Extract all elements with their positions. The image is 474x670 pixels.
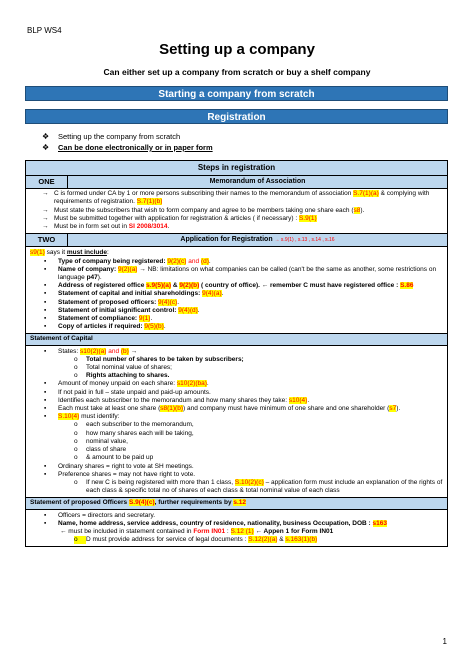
list-item: ▪ Preference shares = may not have right to vote. [44, 470, 196, 478]
list-item: → Must be submitted together with application for registration & articles ( if necessary) : S.9(1) [42, 214, 317, 222]
diamond-bullet-icon: ❖ [42, 143, 50, 152]
step-two-body [26, 247, 447, 333]
intro-bullet-1: ❖ Setting up the company from scratch [42, 132, 181, 141]
list-item: o each subscriber to the memorandum, [74, 421, 194, 429]
list-item: o class of share [74, 446, 127, 454]
intro-bullets [42, 131, 213, 153]
diamond-bullet-icon: ❖ [42, 132, 50, 141]
banner-registration: Registration [25, 109, 448, 124]
list-item: o D must provide address for service of legal documents : S.12(2)(a) & s.163(1)(b) [74, 536, 318, 544]
page-subtitle: Can either set up a company from scratch or buy a shelf company [103, 67, 371, 77]
step-two-label: TWO [26, 234, 68, 246]
list-item: o Total nominal value of shares; [74, 364, 172, 372]
officers-body [26, 510, 447, 547]
list-item: ▪ Statement of proposed officers: 9(4)(c). [44, 298, 179, 306]
step-one-items [26, 189, 447, 234]
step-two-lead: s9(1) says it must include: [30, 249, 109, 257]
step-one-title: Memorandum of Association [68, 176, 447, 188]
list-item: ▪ Amount of money unpaid on each share: s10(2)(ba). [44, 380, 209, 388]
list-item: ▪ States: s10(2)(a) and (b) → [44, 347, 138, 355]
list-item: o If new C is being registered with more than 1 class, S.10(2)(c) – application form must include an explanation of the rights of each class & specific total no of shares of each class & total nominal value of each class [74, 478, 443, 495]
list-item: ▪ Statement of initial significant control: 9(4)(d). [44, 306, 200, 314]
officers-heading: Statement of proposed Officers S.9(4)(c), further requirements by s.12 [26, 497, 447, 509]
header-course: BLP WS4 [27, 26, 62, 35]
list-item: ▪ S.10(4) must identify: [44, 413, 120, 421]
list-item: ▪ Ordinary shares = right to vote at SH meetings. [44, 462, 194, 470]
list-item: o how many shares each will be taking, [74, 429, 194, 437]
list-item: ▪ Address of registered office s.9(5)(a) & 9(2)(b) ( country of office). ← remember C must have registered office : S.86 [44, 282, 414, 290]
capital-body [26, 346, 447, 498]
step-two-title: Application for Registration → s.9(1) , s.13 , s.14 , s.16 [68, 234, 447, 246]
list-item: ← must be included in statement contained in Form IN01 : S.12 (1) ← Appen 1 for Form IN01 [60, 527, 334, 535]
list-item: o Rights attaching to shares. [74, 372, 170, 380]
list-item: ▪ Name of company: 9(2)(a) → NB: limitations on what companies can be called (can't be the same as another, some restrictions on language p47). [44, 265, 437, 282]
page-title: Setting up a company [159, 41, 315, 58]
steps-table [25, 160, 448, 547]
list-item: ▪ Copy of articles if required: 9(5)(b). [44, 323, 166, 331]
list-item: ▪ Statement of compliance: 9(1). [44, 315, 153, 323]
list-item: ▪ Officers = directors and secretary. [44, 511, 156, 519]
arrow-right-icon: → [42, 223, 49, 231]
step-one-label: ONE [26, 176, 68, 188]
list-item: o nominal value, [74, 437, 128, 445]
page-number: 1 [442, 637, 447, 646]
list-item: ▪ Type of company being registered: 9(2)(c) and (d). [44, 257, 211, 265]
intro-bullet-2: ❖ Can be done electronically or in paper form [42, 143, 213, 152]
list-item: ▪ If not paid in full – state unpaid and paid-up amounts. [44, 388, 211, 396]
arrow-right-icon: → [42, 206, 49, 214]
capital-heading: Statement of Capital [26, 333, 447, 345]
arrow-right-icon: → [42, 214, 49, 222]
list-item: o & amount to be paid up [74, 454, 154, 462]
list-item: → Must state the subscribers that wish to form company and agree to be members taking one share each (s8). [42, 206, 365, 214]
list-item: ▪ Each must take at least one share (s8(1)(b)) and company must have minimum of one share and one shareholder (s7). [44, 405, 401, 413]
banner-scratch: Starting a company from scratch [25, 86, 448, 101]
list-item: → C is formed under CA by 1 or more persons subscribing their names to the memorandum of association S.7(1)(a) & complying with requirements of registration. S.7(1)(b) [42, 190, 430, 206]
list-item: ▪ Statement of capital and initial shareholdings: 9(4)(a). [44, 290, 224, 298]
list-item: ▪ Identifies each subscriber to the memorandum and how many shares they take: s10(4). [44, 396, 310, 404]
step-two-header [26, 234, 447, 247]
arrow-right-icon: → [42, 190, 49, 198]
steps-heading: Steps in registration [26, 161, 447, 176]
list-item: ▪ Name, home address, service address, country of residence, nationality, business Occupation, DOB : s163 [44, 519, 387, 527]
list-item: o Total number of shares to be taken by subscribers; [74, 355, 244, 363]
step-one-header [26, 176, 447, 189]
list-item: → Must be in form set out in SI 2008/3014. [42, 223, 170, 231]
